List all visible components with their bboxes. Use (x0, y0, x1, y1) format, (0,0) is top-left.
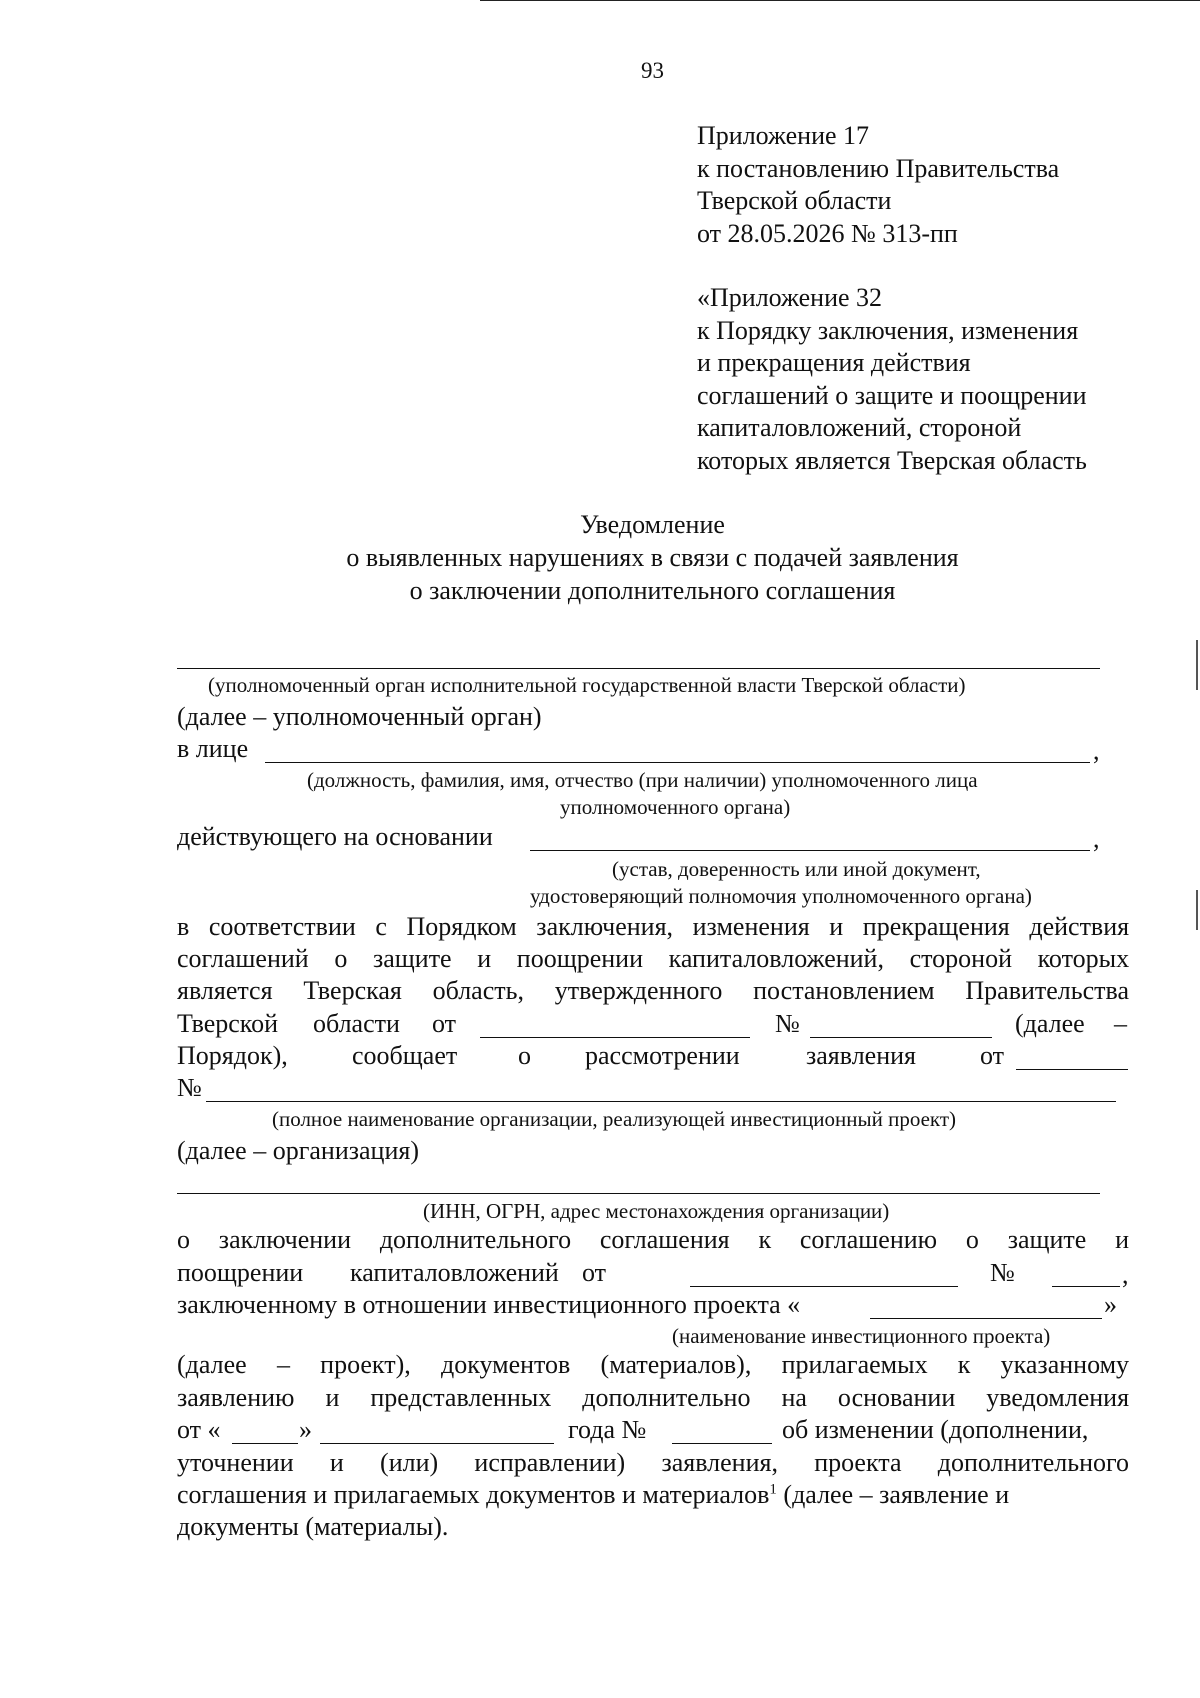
footnote-mark: 1 (769, 1481, 777, 1498)
appendix-quote-line: соглашений о защите и поощрении (697, 380, 1087, 410)
appendix-quote-line: капиталовложений, стороной (697, 413, 1022, 442)
person-caption: (должность, фамилия, имя, отчество (при наличии) уполномоченного лица (307, 768, 978, 792)
basis-caption: (устав, доверенность или иной документ, (612, 857, 981, 881)
appendix-line: Приложение 17 (697, 121, 870, 150)
inn-fill-line[interactable] (177, 1193, 1100, 1194)
person-caption: уполномоченного органа) (560, 795, 791, 819)
scan-edge-mark (1196, 640, 1198, 690)
notice-month-fill-line[interactable] (320, 1443, 554, 1444)
page-number: 93 (641, 58, 664, 83)
number-sign: № (177, 1073, 202, 1102)
para3-word: года № (568, 1415, 647, 1444)
application-date-fill-line[interactable] (1016, 1069, 1128, 1070)
para1-word: Порядок), (177, 1041, 288, 1070)
authority-hereinafter: (далее – уполномоченный орган) (177, 702, 542, 731)
para1-word: сообщает (352, 1041, 458, 1070)
notice-number-fill-line[interactable] (672, 1443, 772, 1444)
para1-word: от (432, 1009, 457, 1038)
para1-word: заявления (806, 1041, 917, 1070)
in-person-label: в лице (177, 734, 249, 763)
agreement-number-fill-line[interactable] (1052, 1286, 1120, 1287)
appendix-line: к постановлению Правительства (697, 153, 1060, 183)
appendix-block (697, 120, 1059, 250)
para1-line: соглашений о защите и поощрении капиталовложений, стороной которых (177, 944, 1130, 973)
para3-line: заявлению и представленных дополнительно на основании уведомления (177, 1383, 1130, 1412)
appendix-quote-line: и прекращения действия (697, 348, 971, 377)
appendix-quote-line: которых является Тверская область (697, 445, 1087, 475)
para3-word: об изменении (дополнении, (782, 1415, 1089, 1444)
para1-word: (далее (1015, 1009, 1085, 1038)
title-line: о заключении дополнительного соглашения (409, 576, 896, 605)
quote-close: » (299, 1415, 312, 1444)
document-title (0, 508, 1200, 607)
para3-line: (далее – проект), документов (материалов), прилагаемых к указанному (177, 1350, 1130, 1379)
organization-hereinafter: (далее – организация) (177, 1136, 419, 1165)
organization-fill-line[interactable] (206, 1101, 1116, 1102)
number-sign: № (990, 1258, 1015, 1287)
comma: , (1122, 1260, 1129, 1289)
para3-line: уточнении и (или) исправлении) заявления, проекта дополнительного (177, 1448, 1130, 1477)
top-border-line (480, 0, 1200, 1)
project-name-fill-line[interactable] (870, 1318, 1102, 1319)
para3-line: соглашения и прилагаемых документов и материалов$^1$ (далее – заявление и (177, 1480, 1010, 1509)
para2-word: от (582, 1258, 607, 1287)
person-fill-line[interactable] (265, 762, 1090, 763)
para1-word: от (980, 1041, 1005, 1070)
notice-day-fill-line[interactable] (232, 1443, 298, 1444)
para3-word: от « (177, 1415, 221, 1444)
para2-word: поощрении (177, 1258, 304, 1287)
order-date-fill-line[interactable] (480, 1037, 750, 1038)
para1-line: является Тверская область, утвержденного постановлением Правительства (177, 976, 1130, 1005)
inn-caption: (ИНН, ОГРН, адрес местонахождения организации) (423, 1199, 890, 1223)
para2-text: заключенному в отношении инвестиционного проекта « (177, 1290, 801, 1319)
para1-word: области (313, 1009, 400, 1038)
quote-close: » (1104, 1290, 1117, 1319)
para1-word: Тверской (177, 1009, 279, 1038)
title-heading: Уведомление (580, 510, 725, 539)
para1-line: в соответствии с Порядком заключения, изменения и прекращения действия (177, 912, 1130, 941)
basis-caption: удостоверяющий полномочия уполномоченного органа) (530, 884, 1032, 908)
number-sign: № (775, 1009, 800, 1038)
acting-label: действующего на основании (177, 822, 493, 851)
authority-caption: (уполномоченный орган исполнительной государственной власти Тверской области) (208, 673, 966, 697)
appendix-line: от 28.05.2026 № 313-пп (697, 218, 958, 248)
para3-line: документы (материалы). (177, 1512, 449, 1541)
agreement-date-fill-line[interactable] (690, 1286, 958, 1287)
title-line: о выявленных нарушениях в связи с подачей заявления (346, 543, 959, 572)
para2-line: о заключении дополнительного соглашения к соглашению о защите и (177, 1225, 1130, 1254)
appendix-line: Тверской области (697, 186, 892, 215)
organization-caption: (полное наименование организации, реализующей инвестиционный проект) (272, 1107, 957, 1131)
para1-word: о (518, 1041, 531, 1070)
appendix-quote-line: «Приложение 32 (697, 283, 883, 312)
project-caption: (наименование инвестиционного проекта) (672, 1324, 1051, 1348)
para1-word: – (1114, 1009, 1127, 1038)
comma: , (1093, 824, 1100, 853)
appendix-quote-block (697, 282, 1087, 477)
order-number-fill-line[interactable] (810, 1037, 992, 1038)
scan-edge-mark (1196, 890, 1198, 930)
comma: , (1093, 736, 1100, 765)
para2-word: капиталовложений (350, 1258, 559, 1287)
authority-fill-line[interactable] (177, 668, 1100, 669)
basis-fill-line[interactable] (530, 850, 1090, 851)
para1-word: рассмотрении (585, 1041, 740, 1070)
appendix-quote-line: к Порядку заключения, изменения (697, 315, 1079, 345)
